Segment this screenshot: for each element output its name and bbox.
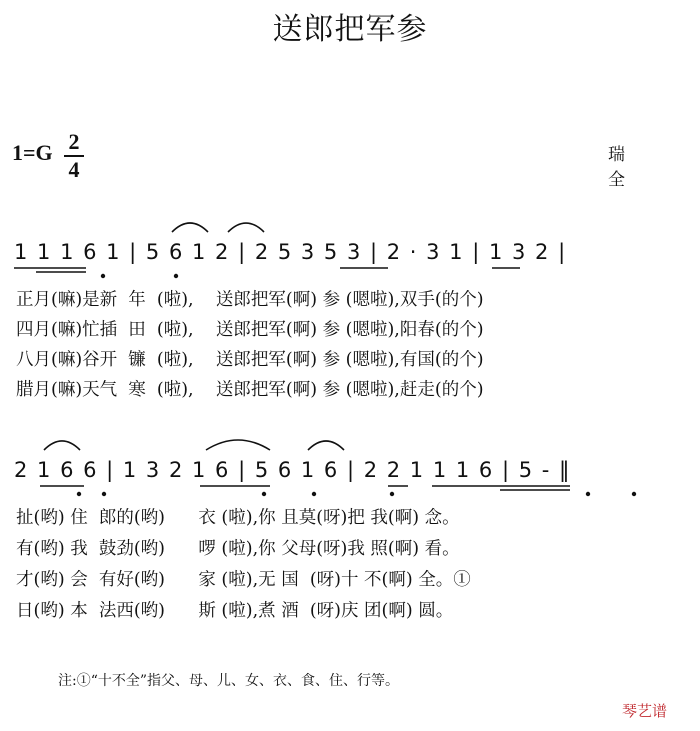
key-signature: 1=G bbox=[12, 140, 53, 165]
slur-mark bbox=[228, 223, 264, 232]
octave-dot bbox=[312, 492, 316, 496]
notation-line-2: 2 1 6 6 | 1 3 2 1 6 | 5 6 1 6 | 2 2 1 1 1 6 | 5 - ‖ bbox=[14, 458, 570, 482]
slur-mark bbox=[206, 440, 270, 450]
lyric-line-1-verse-3: 八月(嘛)谷开 镰 (啦), 送郎把军(啊) 参 (嗯啦),有国(的个) bbox=[16, 350, 484, 370]
lyric-line-2-verse-1: 扯(哟) 住 郎的(哟) 衣 (啦),你 且莫(呀)把 我(啊) 念。 bbox=[16, 508, 460, 528]
lyric-line-2-verse-2: 有(哟) 我 鼓劲(哟) 啰 (啦),你 父母(呀)我 照(啊) 看。 bbox=[16, 539, 460, 559]
lyric-line-2-verse-3: 才(哟) 会 有好(哟) 家 (啦),无 国 (呀)十 不(啊) 全。① bbox=[16, 570, 471, 590]
octave-dot bbox=[390, 492, 394, 496]
notation-line-1: 1 1 1 6 1 | 5 6 1 2 | 2 5 3 5 3 | 2 · 3 1 | 1 3 2 | bbox=[14, 240, 566, 264]
slur-mark bbox=[172, 223, 208, 232]
composer-credit: 瑞 全 bbox=[608, 145, 643, 190]
time-signature-top: 2 bbox=[68, 129, 80, 154]
lyric-line-1-verse-4: 腊月(嘛)天气 寒 (啦), 送郎把军(啊) 参 (嗯啦),赶走(的个) bbox=[16, 380, 484, 400]
octave-dot bbox=[262, 492, 266, 496]
octave-dot bbox=[586, 492, 590, 496]
slur-mark bbox=[44, 441, 80, 450]
octave-dot bbox=[101, 274, 105, 278]
lyric-line-1-verse-1: 正月(嘛)是新 年 (啦), 送郎把军(啊) 参 (嗯啦),双手(的个) bbox=[16, 290, 484, 310]
time-signature-bottom: 4 bbox=[68, 157, 80, 182]
octave-dot bbox=[632, 492, 636, 496]
octave-dot bbox=[102, 492, 106, 496]
song-title: 送郎把军参 bbox=[272, 12, 428, 47]
octave-dot bbox=[77, 492, 81, 496]
watermark-logo: 琴艺谱 bbox=[622, 702, 668, 720]
lyric-line-2-verse-4: 日(哟) 本 法西(哟) 斯 (啦),煮 酒 (呀)庆 团(啊) 圆。 bbox=[16, 601, 454, 621]
slur-mark bbox=[308, 441, 344, 450]
octave-dot bbox=[174, 274, 178, 278]
lyric-line-1-verse-2: 四月(嘛)忙插 田 (啦), 送郎把军(啊) 参 (嗯啦),阳春(的个) bbox=[16, 320, 484, 340]
footnote: 注:①“十不全”指父、母、儿、女、衣、食、住、行等。 bbox=[58, 673, 400, 689]
